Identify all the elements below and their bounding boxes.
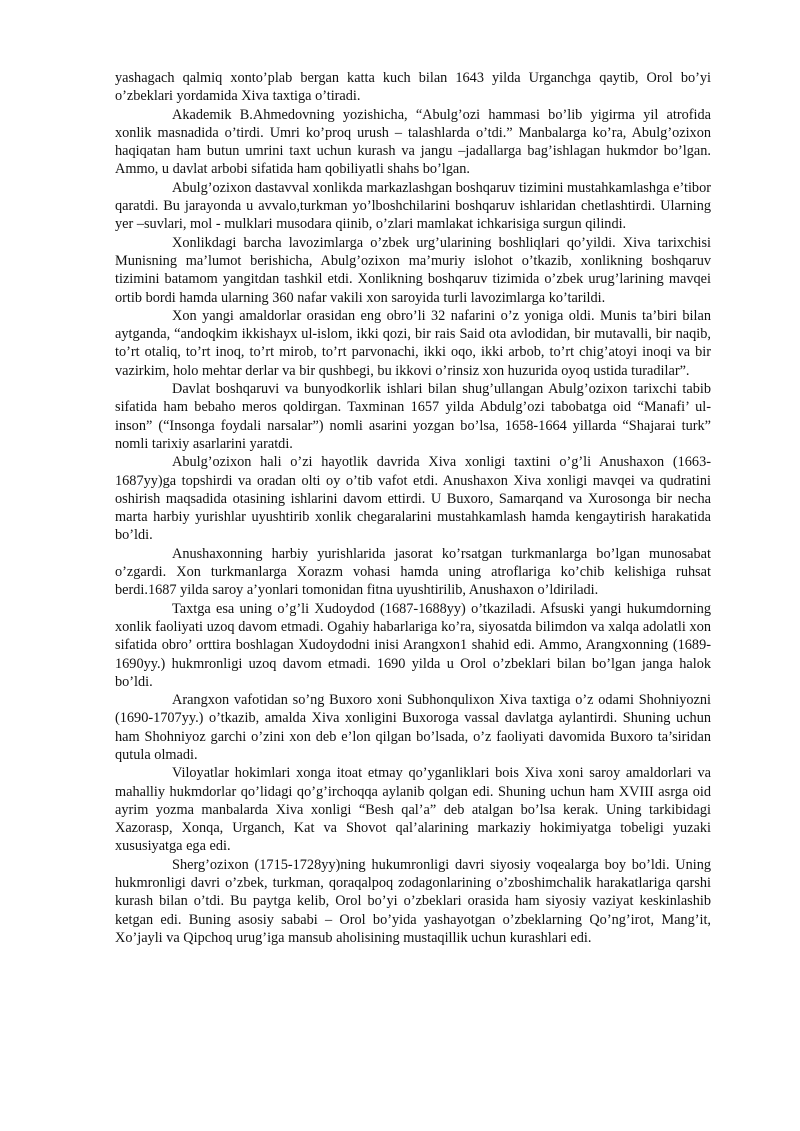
paragraph-amaldorlar: Xon yangi amaldorlar orasidan eng obro’li 32 nafarini o’z yoniga oldi. Munis ta’biri bilan aytganda, “andoqkim ikkishayx ul-islom, ikki qozi, bir rais Said ota avlodidan, bir mutavalli, bir naqib, to’rt otaliq, to’rt inoq, to’rt mirob, to’rt parvonachi, ikki oqo, ikki arbob, to’rt chig’atoyi inoqi va bir vazirkim, holo mehtar derlar va bir qushbegi, bu ikkovi o’rinsiz xon huzurida oyoq ustida turadilar”. [115,307,711,379]
paragraph-anushaxon: Abulg’ozixon hali o’zi hayotlik davrida Xiva xonligi taxtini o’g’li Anushaxon (1663-1687yy)ga topshirdi va oradan olti oy o’tib vafot etdi. Anushaxon Xiva xonligi mavqei va qudratini oshirish maqsadida otasining ishlarini davom ettirdi. U Buxoro, Samarqand va Xurosonga bir necha marta harbiy yurishlar uyushtirib xonlik chegaralarini mustahkamlash hamda kengaytirish harakatida bo’ldi. [115,454,711,544]
paragraph-turkmanlar: Anushaxonning harbiy yurishlarida jasorat ko’rsatgan turkmanlarga bo’lgan munosabat o’zgardi. Xon turkmanlarga Xorazm vohasi hamda uning atroflariga ko’chib kelishiga ruhsat berdi.1687 yilda saroy a’yonlari tomonidan fitna uyushtirilib, Anushaxon o’ldiriladi. [115,545,711,599]
paragraph-bunyodkorlik: Davlat boshqaruvi va bunyodkorlik ishlari bilan shug’ullangan Abulg’ozixon tarixchi tabib sifatida ham bebaho meros qoldirgan. Taxminan 1657 yilda Abdulg’ozi tabobatga oid “Manafi’ ul-inson” (“Insonga foydali narsalar”) nomli asarini yozgan bo’lsa, 1658-1664 yillarda “Shajarai turk” nomli tarixiy asarlarini yaratdi. [115,381,711,452]
paragraph-shergozixon: Sherg’ozixon (1715-1728yy)ning hukumronligi davri siyosiy voqealarga boy bo’ldi. Uning hukmronligi davri o’zbek, turkman, qoraqalpoq zodagonlarining o’zboshimchalik harakatlariga qarshi kurash bilan o’tdi. Bu paytga kelib, Orol bo’yi o’zbeklari orasida ham siyosiy vaziyat keskinlashib ketgan edi. Buning asosiy sababi – Orol bo’yida yashayotgan o’zbeklarning Qo’ng’irot, Mang’it, Xo’jayli va Qipchoq urug’iga mansub aholisining mustaqillik uchun kurashlari edi. [115,856,711,946]
paragraph-xudoydod: Taxtga esa uning o’g’li Xudoydod (1687-1688yy) o’tkaziladi. Afsuski yangi hukumdorning xonlik faoliyati uzoq davom etmadi. Ogahiy habarlariga ko’ra, siyosatda bilimdon va xalqa adolatli xon sifatida obro’ orttira boshlagan Xudoydodni inisi Arangxon1 shahid edi. Ammo, Arangxonning (1689-1690yy.) hukmronligi uzoq davom etmadi. 1690 yilda u Orol o’zbeklari bilan bo’lgan janga halok bo’ldi. [115,600,711,690]
document-page [115,69,711,947]
paragraph-markazlashgan-boshqaruv: Abulg’ozixon dastavval xonlikda markazlashgan boshqaruv tizimini mustahkamlashga e’tibor qaratdi. Bu jarayonda u avvalo,turkman yo’lboshchilarini boshqaruv ishlaridan chetlashtirdi. Ularning yer –suvlari, mol - mulklari musodara qiinib, o’zlari mamlakat ichkarisiga surgun qilindi. [115,179,711,233]
paragraph-lavozimlar: Xonlikdagi barcha lavozimlarga o’zbek urg’ularining boshliqlari qo’yildi. Xiva tarixchisi Munisning ma’lumot berishicha, Abulg’ozixon ma’muriy islohot o’tkazib, xonlikning boshqaruv tizimini batamom yangitdan tashkil etdi. Xonlikning boshqaruv tizimida o’zbek urug’larining mavqei ortib bordi hamda ularning 360 nafar vakili xon saroyida turli lavozimlarga ko’tarildi. [115,234,711,306]
paragraph-arangxon: Arangxon vafotidan so’ng Buxoro xoni Subhonqulixon Xiva taxtiga o’z odami Shohniyozni (1690-1707yy.) o’tkazib, amalda Xiva xonligini Buxoroga vassal davlatga aylantirdi. Shuning uchun ham Shohniyoz garchi o’zini xon deb e’lon qilgan bo’lsada, o’z faoliyati davomida Buxoro ta’siridan qutula olmadi. [115,692,711,763]
paragraph-continuation: yashagach qalmiq xonto’plab bergan katta kuch bilan 1643 yilda Urganchga qaytib, Orol bo’yi o’zbeklari yordamida Xiva taxtiga o’tiradi. [115,70,711,105]
paragraph-viloyatlar: Viloyatlar hokimlari xonga itoat etmay qo’yganliklari bois Xiva xoni saroy amaldorlari va mahalliy hukmdorlar qo’lidagi qo’g’irchoqqa aylanib qolgan edi. Shuning uchun ham XVIII asrga oid ayrim yozma manbalarda Xiva xonligi “Besh qal’a” deb atalgan bo’lsa kerak. Uning tarkibidagi Xazorasp, Xonqa, Urganch, Kat va Shovot qal’alarining markaziy hokimiyatga tobeligi yuzaki xususiyatga ega edi. [115,765,711,855]
paragraph-akademik-ahmedov: Akademik B.Ahmedovning yozishicha, “Abulg’ozi hammasi bo’lib yigirma yil atrofida xonlik masnadida o’tirdi. Umri ko’proq urush – talashlarda o’tdi.” Manbalarga ko’ra, Abulg’ozixon haqiqatan ham butun umrini taxt uchun kurash va jangu –jadallarga bag’ishlagan hukmdor bo’lgan. Ammo, u davlat arbobi sifatida ham qobiliyatli shahs bo’lgan. [115,106,711,178]
